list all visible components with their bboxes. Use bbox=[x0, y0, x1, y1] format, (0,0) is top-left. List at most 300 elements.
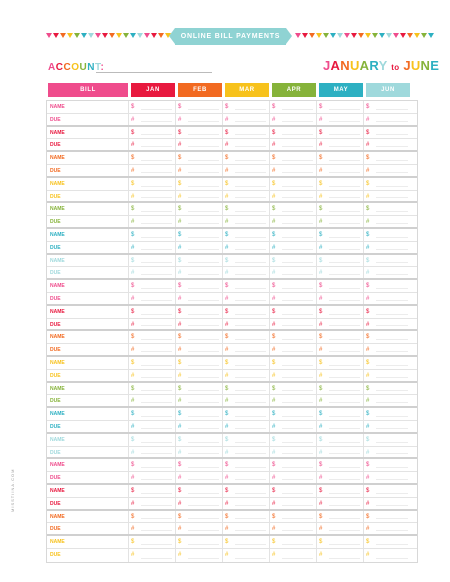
amount-cell[interactable] bbox=[317, 408, 364, 420]
amount-cell[interactable] bbox=[270, 434, 317, 446]
due-date-cell[interactable] bbox=[317, 191, 364, 202]
due-date-cell[interactable] bbox=[270, 549, 317, 562]
amount-cell[interactable] bbox=[223, 101, 270, 113]
due-date-cell[interactable] bbox=[129, 498, 176, 509]
due-date-cell[interactable] bbox=[176, 395, 223, 406]
entry-line bbox=[235, 377, 266, 378]
entry-line bbox=[188, 518, 219, 519]
amount-cell[interactable] bbox=[129, 408, 176, 420]
due-date-cell[interactable] bbox=[317, 242, 364, 253]
amount-cell[interactable] bbox=[129, 229, 176, 241]
due-date-cell[interactable] bbox=[270, 191, 317, 202]
bunting-flag bbox=[330, 33, 336, 38]
due-date-cell[interactable] bbox=[129, 421, 176, 432]
due-date-cell[interactable] bbox=[223, 165, 270, 176]
due-date-cell[interactable] bbox=[129, 267, 176, 278]
entry-line bbox=[376, 479, 408, 480]
entry-line bbox=[329, 493, 360, 494]
amount-cell[interactable] bbox=[364, 127, 411, 139]
amount-cell[interactable] bbox=[317, 383, 364, 395]
due-date-cell[interactable] bbox=[176, 165, 223, 176]
amount-cell[interactable] bbox=[364, 459, 411, 471]
due-date-cell[interactable] bbox=[364, 447, 411, 458]
hash-sign: # bbox=[366, 193, 370, 200]
due-date-cell[interactable] bbox=[176, 498, 223, 509]
amount-cell[interactable] bbox=[270, 485, 317, 497]
entry-line bbox=[141, 121, 172, 122]
bunting-right bbox=[295, 33, 434, 39]
amount-cell[interactable] bbox=[223, 408, 270, 420]
amount-cell[interactable] bbox=[317, 511, 364, 523]
dollar-sign: $ bbox=[131, 411, 135, 418]
hash-sign: # bbox=[131, 449, 135, 456]
amount-cell[interactable] bbox=[364, 178, 411, 190]
amount-cell[interactable] bbox=[223, 229, 270, 241]
due-date-cell[interactable] bbox=[223, 293, 270, 304]
amount-cell[interactable] bbox=[364, 101, 411, 113]
entry-line bbox=[376, 223, 408, 224]
amount-cell[interactable] bbox=[129, 459, 176, 471]
dollar-sign: $ bbox=[131, 359, 135, 366]
amount-cell[interactable] bbox=[176, 101, 223, 113]
due-date-cell[interactable] bbox=[317, 523, 364, 534]
amount-cell[interactable] bbox=[317, 101, 364, 113]
due-date-cell[interactable] bbox=[317, 344, 364, 355]
hash-sign: # bbox=[131, 475, 135, 482]
hash-sign: # bbox=[366, 321, 370, 328]
amount-cell[interactable] bbox=[317, 536, 364, 548]
amount-cell[interactable] bbox=[176, 536, 223, 548]
due-date-cell[interactable] bbox=[317, 549, 364, 562]
amount-cell[interactable] bbox=[317, 152, 364, 164]
due-date-cell[interactable] bbox=[129, 165, 176, 176]
amount-cell[interactable] bbox=[223, 306, 270, 318]
hash-sign: # bbox=[178, 295, 182, 302]
table-header bbox=[46, 83, 418, 97]
due-date-cell[interactable] bbox=[223, 242, 270, 253]
amount-cell[interactable] bbox=[317, 485, 364, 497]
due-date-cell[interactable] bbox=[270, 344, 317, 355]
dollar-sign: $ bbox=[178, 436, 182, 443]
due-date-cell[interactable] bbox=[129, 242, 176, 253]
amount-cell[interactable] bbox=[176, 203, 223, 215]
amount-cell[interactable] bbox=[129, 178, 176, 190]
row-label-due: DUE bbox=[47, 447, 129, 458]
dollar-sign: $ bbox=[319, 539, 323, 546]
bill-payment-table bbox=[46, 83, 418, 563]
amount-cell[interactable] bbox=[223, 459, 270, 471]
due-date-cell[interactable] bbox=[270, 267, 317, 278]
entry-line bbox=[235, 442, 266, 443]
entry-line bbox=[141, 479, 172, 480]
entry-line bbox=[376, 325, 408, 326]
table-row-due bbox=[47, 319, 417, 332]
column-header-jun: JUN bbox=[366, 83, 410, 97]
due-date-cell[interactable] bbox=[317, 498, 364, 509]
due-date-cell[interactable] bbox=[364, 498, 411, 509]
dollar-sign: $ bbox=[366, 104, 370, 110]
due-date-cell[interactable] bbox=[176, 242, 223, 253]
amount-cell[interactable] bbox=[364, 485, 411, 497]
due-date-cell[interactable] bbox=[129, 293, 176, 304]
dollar-sign: $ bbox=[272, 283, 276, 290]
amount-cell[interactable] bbox=[317, 306, 364, 318]
amount-cell[interactable] bbox=[223, 152, 270, 164]
table-row-name bbox=[47, 127, 417, 140]
due-date-cell[interactable] bbox=[129, 114, 176, 125]
due-date-cell[interactable] bbox=[364, 549, 411, 562]
amount-cell[interactable] bbox=[176, 459, 223, 471]
due-date-cell[interactable] bbox=[317, 319, 364, 330]
due-date-cell[interactable] bbox=[223, 267, 270, 278]
amount-cell[interactable] bbox=[364, 280, 411, 292]
due-date-cell[interactable] bbox=[364, 191, 411, 202]
column-header-jan: JAN bbox=[131, 83, 175, 97]
amount-cell[interactable] bbox=[364, 408, 411, 420]
amount-cell[interactable] bbox=[364, 255, 411, 267]
amount-cell[interactable] bbox=[129, 331, 176, 343]
amount-cell[interactable] bbox=[270, 280, 317, 292]
entry-line bbox=[141, 558, 172, 559]
amount-cell[interactable] bbox=[223, 127, 270, 139]
due-date-cell[interactable] bbox=[223, 447, 270, 458]
amount-cell[interactable] bbox=[176, 152, 223, 164]
due-date-cell[interactable] bbox=[317, 139, 364, 150]
amount-cell[interactable] bbox=[176, 511, 223, 523]
due-date-cell[interactable] bbox=[223, 421, 270, 432]
hash-sign: # bbox=[131, 270, 135, 277]
due-date-cell[interactable] bbox=[176, 267, 223, 278]
due-date-cell[interactable] bbox=[364, 293, 411, 304]
amount-cell[interactable] bbox=[364, 434, 411, 446]
bunting-flag bbox=[116, 33, 122, 38]
entry-line bbox=[376, 351, 408, 352]
due-date-cell[interactable] bbox=[364, 370, 411, 381]
dollar-sign: $ bbox=[131, 308, 135, 315]
due-date-cell[interactable] bbox=[317, 395, 364, 406]
due-date-cell[interactable] bbox=[364, 421, 411, 432]
hash-sign: # bbox=[272, 449, 276, 456]
table-row-due bbox=[47, 395, 417, 408]
due-date-cell[interactable] bbox=[176, 472, 223, 483]
due-date-cell[interactable] bbox=[129, 447, 176, 458]
entry-line bbox=[282, 288, 313, 289]
amount-cell[interactable] bbox=[129, 383, 176, 395]
due-date-cell[interactable] bbox=[317, 165, 364, 176]
amount-cell[interactable] bbox=[364, 306, 411, 318]
amount-cell[interactable] bbox=[364, 383, 411, 395]
due-date-cell[interactable] bbox=[317, 421, 364, 432]
amount-cell[interactable] bbox=[317, 280, 364, 292]
amount-cell[interactable] bbox=[270, 511, 317, 523]
due-date-cell[interactable] bbox=[270, 319, 317, 330]
amount-cell[interactable] bbox=[176, 434, 223, 446]
amount-cell[interactable] bbox=[317, 229, 364, 241]
amount-cell[interactable] bbox=[176, 255, 223, 267]
dollar-sign: $ bbox=[272, 129, 276, 136]
row-label-name: NAME bbox=[47, 434, 129, 446]
bunting-flag bbox=[60, 33, 66, 38]
due-date-cell[interactable] bbox=[223, 523, 270, 534]
amount-cell[interactable] bbox=[364, 229, 411, 241]
due-date-cell[interactable] bbox=[270, 165, 317, 176]
amount-cell[interactable] bbox=[176, 408, 223, 420]
amount-cell[interactable] bbox=[223, 255, 270, 267]
entry-line bbox=[329, 351, 360, 352]
due-date-cell[interactable] bbox=[270, 216, 317, 227]
amount-cell[interactable] bbox=[270, 383, 317, 395]
hash-sign: # bbox=[272, 423, 276, 430]
amount-cell[interactable] bbox=[129, 357, 176, 369]
amount-cell[interactable] bbox=[270, 459, 317, 471]
due-date-cell[interactable] bbox=[223, 216, 270, 227]
due-date-cell[interactable] bbox=[223, 472, 270, 483]
amount-cell[interactable] bbox=[270, 101, 317, 113]
amount-cell[interactable] bbox=[223, 383, 270, 395]
amount-cell[interactable] bbox=[270, 152, 317, 164]
due-date-cell[interactable] bbox=[129, 319, 176, 330]
due-date-cell[interactable] bbox=[223, 395, 270, 406]
amount-cell[interactable] bbox=[129, 152, 176, 164]
hash-sign: # bbox=[319, 526, 323, 533]
due-date-cell[interactable] bbox=[364, 165, 411, 176]
amount-cell[interactable] bbox=[223, 178, 270, 190]
entry-line bbox=[188, 530, 219, 531]
amount-cell[interactable] bbox=[176, 178, 223, 190]
entry-line bbox=[141, 288, 172, 289]
entry-line bbox=[141, 262, 172, 263]
amount-cell[interactable] bbox=[223, 511, 270, 523]
due-date-cell[interactable] bbox=[176, 191, 223, 202]
due-date-cell[interactable] bbox=[176, 370, 223, 381]
entry-line bbox=[235, 109, 266, 110]
amount-cell[interactable] bbox=[223, 331, 270, 343]
amount-cell[interactable] bbox=[317, 255, 364, 267]
due-date-cell[interactable] bbox=[364, 344, 411, 355]
dollar-sign: $ bbox=[178, 180, 182, 187]
entry-line bbox=[376, 428, 408, 429]
dollar-sign: $ bbox=[319, 385, 323, 392]
table-row-due bbox=[47, 216, 417, 229]
amount-cell[interactable] bbox=[317, 127, 364, 139]
due-date-cell[interactable] bbox=[223, 344, 270, 355]
hash-sign: # bbox=[131, 193, 135, 200]
dollar-sign: $ bbox=[131, 257, 135, 264]
amount-cell[interactable] bbox=[364, 511, 411, 523]
due-date-cell[interactable] bbox=[270, 421, 317, 432]
amount-cell[interactable] bbox=[270, 357, 317, 369]
row-label-name: NAME bbox=[47, 536, 129, 548]
entry-line bbox=[282, 146, 313, 147]
due-date-cell[interactable] bbox=[364, 216, 411, 227]
hash-sign: # bbox=[178, 500, 182, 507]
due-date-cell[interactable] bbox=[176, 114, 223, 125]
amount-cell[interactable] bbox=[223, 280, 270, 292]
amount-cell[interactable] bbox=[129, 101, 176, 113]
due-date-cell[interactable] bbox=[364, 395, 411, 406]
amount-cell[interactable] bbox=[270, 229, 317, 241]
due-date-cell[interactable] bbox=[270, 447, 317, 458]
amount-cell[interactable] bbox=[364, 331, 411, 343]
due-date-cell[interactable] bbox=[176, 319, 223, 330]
due-date-cell[interactable] bbox=[129, 395, 176, 406]
row-label-name: NAME bbox=[47, 331, 129, 343]
entry-line bbox=[188, 558, 219, 559]
amount-cell[interactable] bbox=[364, 152, 411, 164]
due-date-cell[interactable] bbox=[176, 139, 223, 150]
due-date-cell[interactable] bbox=[223, 114, 270, 125]
dollar-sign: $ bbox=[319, 104, 323, 110]
due-date-cell[interactable] bbox=[364, 319, 411, 330]
bunting-flag bbox=[95, 33, 101, 38]
table-row-due bbox=[47, 447, 417, 460]
amount-cell[interactable] bbox=[176, 383, 223, 395]
amount-cell[interactable] bbox=[317, 331, 364, 343]
amount-cell[interactable] bbox=[129, 306, 176, 318]
due-date-cell[interactable] bbox=[270, 498, 317, 509]
due-date-cell[interactable] bbox=[270, 523, 317, 534]
amount-cell[interactable] bbox=[270, 306, 317, 318]
amount-cell[interactable] bbox=[223, 485, 270, 497]
entry-line bbox=[141, 160, 172, 161]
amount-cell[interactable] bbox=[223, 434, 270, 446]
due-date-cell[interactable] bbox=[317, 293, 364, 304]
amount-cell[interactable] bbox=[176, 357, 223, 369]
due-date-cell[interactable] bbox=[176, 421, 223, 432]
due-date-cell[interactable] bbox=[129, 216, 176, 227]
account-field[interactable] bbox=[96, 72, 212, 73]
due-date-cell[interactable] bbox=[129, 472, 176, 483]
due-date-cell[interactable] bbox=[176, 549, 223, 562]
due-date-cell[interactable] bbox=[176, 447, 223, 458]
amount-cell[interactable] bbox=[176, 127, 223, 139]
due-date-cell[interactable] bbox=[317, 216, 364, 227]
entry-line bbox=[329, 211, 360, 212]
due-date-cell[interactable] bbox=[223, 370, 270, 381]
table-row-name bbox=[47, 101, 417, 114]
amount-cell[interactable] bbox=[223, 203, 270, 215]
due-date-cell[interactable] bbox=[270, 293, 317, 304]
due-date-cell[interactable] bbox=[270, 472, 317, 483]
amount-cell[interactable] bbox=[317, 434, 364, 446]
due-date-cell[interactable] bbox=[223, 549, 270, 562]
row-label-due: DUE bbox=[47, 319, 129, 330]
entry-line bbox=[282, 186, 313, 187]
due-date-cell[interactable] bbox=[270, 139, 317, 150]
amount-cell[interactable] bbox=[317, 357, 364, 369]
due-date-cell[interactable] bbox=[364, 472, 411, 483]
amount-cell[interactable] bbox=[129, 203, 176, 215]
amount-cell[interactable] bbox=[129, 536, 176, 548]
amount-cell[interactable] bbox=[176, 331, 223, 343]
due-date-cell[interactable] bbox=[317, 114, 364, 125]
amount-cell[interactable] bbox=[129, 434, 176, 446]
amount-cell[interactable] bbox=[129, 485, 176, 497]
due-date-cell[interactable] bbox=[223, 498, 270, 509]
due-date-cell[interactable] bbox=[129, 523, 176, 534]
entry-line bbox=[188, 237, 219, 238]
due-date-cell[interactable] bbox=[129, 370, 176, 381]
entry-line bbox=[329, 134, 360, 135]
due-date-cell[interactable] bbox=[317, 267, 364, 278]
due-date-cell[interactable] bbox=[364, 242, 411, 253]
amount-cell[interactable] bbox=[223, 357, 270, 369]
due-date-cell[interactable] bbox=[223, 191, 270, 202]
bunting-flag bbox=[74, 33, 80, 38]
amount-cell[interactable] bbox=[317, 178, 364, 190]
due-date-cell[interactable] bbox=[129, 549, 176, 562]
entry-line bbox=[376, 237, 408, 238]
amount-cell[interactable] bbox=[223, 536, 270, 548]
due-date-cell[interactable] bbox=[270, 114, 317, 125]
amount-cell[interactable] bbox=[364, 203, 411, 215]
due-date-cell[interactable] bbox=[223, 139, 270, 150]
due-date-cell[interactable] bbox=[223, 319, 270, 330]
due-date-cell[interactable] bbox=[270, 395, 317, 406]
due-date-cell[interactable] bbox=[270, 242, 317, 253]
amount-cell[interactable] bbox=[129, 511, 176, 523]
amount-cell[interactable] bbox=[270, 203, 317, 215]
amount-cell[interactable] bbox=[270, 331, 317, 343]
table-row-name bbox=[47, 280, 417, 293]
amount-cell[interactable] bbox=[129, 280, 176, 292]
amount-cell[interactable] bbox=[176, 306, 223, 318]
due-date-cell[interactable] bbox=[176, 216, 223, 227]
amount-cell[interactable] bbox=[270, 408, 317, 420]
amount-cell[interactable] bbox=[270, 178, 317, 190]
row-label-name: NAME bbox=[47, 280, 129, 292]
due-date-cell[interactable] bbox=[317, 447, 364, 458]
due-date-cell[interactable] bbox=[129, 191, 176, 202]
entry-line bbox=[235, 493, 266, 494]
hash-sign: # bbox=[178, 526, 182, 533]
due-date-cell[interactable] bbox=[317, 370, 364, 381]
hash-sign: # bbox=[131, 526, 135, 533]
hash-sign: # bbox=[225, 321, 229, 328]
dollar-sign: $ bbox=[225, 180, 229, 187]
due-date-cell[interactable] bbox=[364, 114, 411, 125]
due-date-cell[interactable] bbox=[176, 344, 223, 355]
due-date-cell[interactable] bbox=[364, 523, 411, 534]
amount-cell[interactable] bbox=[176, 229, 223, 241]
amount-cell[interactable] bbox=[270, 536, 317, 548]
hash-sign: # bbox=[366, 475, 370, 482]
amount-cell[interactable] bbox=[270, 255, 317, 267]
dollar-sign: $ bbox=[319, 129, 323, 136]
due-date-cell[interactable] bbox=[176, 523, 223, 534]
due-date-cell[interactable] bbox=[270, 370, 317, 381]
amount-cell[interactable] bbox=[129, 255, 176, 267]
due-date-cell[interactable] bbox=[364, 267, 411, 278]
due-date-cell[interactable] bbox=[129, 139, 176, 150]
amount-cell[interactable] bbox=[129, 127, 176, 139]
amount-cell[interactable] bbox=[176, 485, 223, 497]
dollar-sign: $ bbox=[178, 129, 182, 136]
table-row-name bbox=[47, 255, 417, 268]
amount-cell[interactable] bbox=[317, 459, 364, 471]
due-date-cell[interactable] bbox=[364, 139, 411, 150]
amount-cell[interactable] bbox=[364, 357, 411, 369]
entry-line bbox=[188, 186, 219, 187]
due-date-cell[interactable] bbox=[176, 293, 223, 304]
amount-cell[interactable] bbox=[364, 536, 411, 548]
due-date-cell[interactable] bbox=[129, 344, 176, 355]
entry-line bbox=[376, 300, 408, 301]
due-date-cell[interactable] bbox=[317, 472, 364, 483]
amount-cell[interactable] bbox=[317, 203, 364, 215]
amount-cell[interactable] bbox=[270, 127, 317, 139]
amount-cell[interactable] bbox=[176, 280, 223, 292]
